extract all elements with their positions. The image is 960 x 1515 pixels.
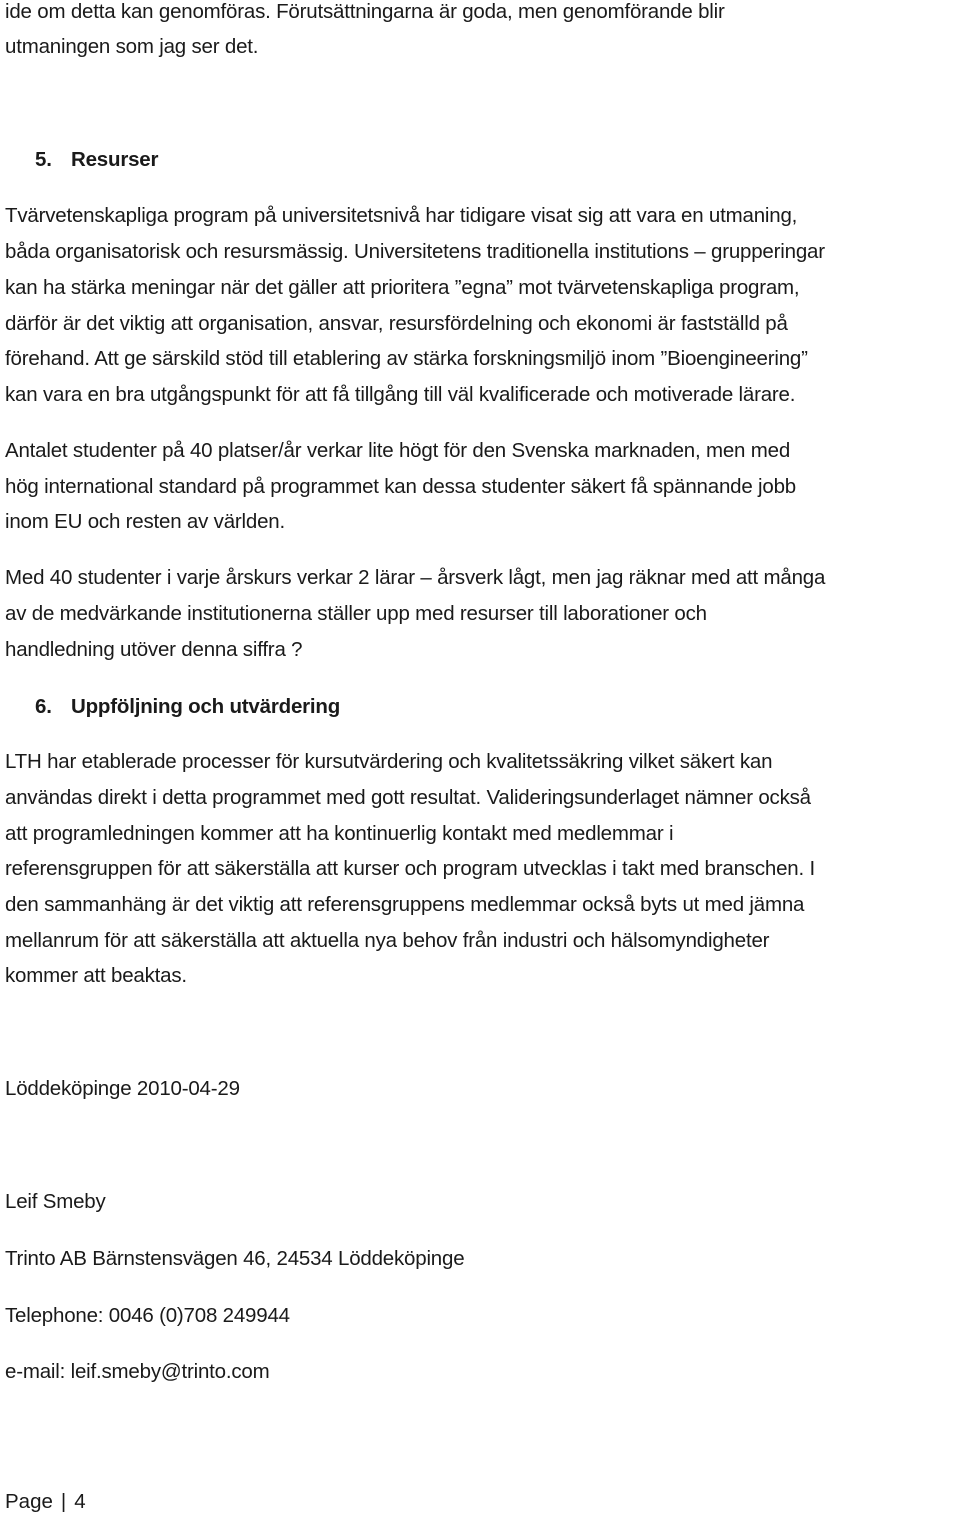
text-line: av de medvärkande institutionerna ställer upp med resurser till laborationer och (5, 602, 707, 625)
text-line: inom EU och resten av världen. (5, 510, 285, 533)
text-line: mellanrum för att säkerställa att aktuella nya behov från industri och hälsomyndigheter (5, 929, 770, 952)
text-line: därför är det viktig att organisation, ansvar, resursfördelning och ekonomi är fastställd på (5, 312, 788, 335)
signer-email: e-mail: leif.smeby@trinto.com (5, 1360, 270, 1383)
text-line: utmaningen som jag ser det. (5, 35, 259, 58)
page-label: Page (5, 1490, 53, 1513)
signer-telephone: Telephone: 0046 (0)708 249944 (5, 1304, 290, 1327)
text-line: Antalet studenter på 40 platser/år verkar lite högt för den Svenska marknaden, men med (5, 439, 791, 462)
section-title: Uppföljning och utvärdering (71, 695, 341, 718)
signer-name: Leif Smeby (5, 1190, 106, 1213)
section-number: 6. (35, 695, 52, 718)
text-line: kan vara en bra utgångspunkt för att få tillgång till väl kvalificerade och motiverade lärare. (5, 383, 796, 406)
text-line: referensgruppen för att säkerställa att kurser och program utvecklas i takt med branschen. I (5, 857, 815, 880)
text-line: förehand. Att ge särskild stöd till etablering av stärka forskningsmiljö inom ”Bioengineering” (5, 347, 808, 370)
text-line: båda organisatorisk och resursmässig. Universitetens traditionella institutions – grupperingar (5, 240, 825, 263)
text-line: Tvärvetenskapliga program på universitetsnivå har tidigare visat sig att vara en utmaning, (5, 204, 798, 227)
section-heading-resurser (5, 148, 158, 172)
place-date: Löddeköpinge 2010-04-29 (5, 1077, 240, 1100)
text-line: användas direkt i detta programmet med gott resultat. Valideringsunderlaget nämner också (5, 786, 811, 809)
page-separator: | (60, 1490, 67, 1513)
section-number: 5. (35, 148, 52, 171)
text-line: att programledningen kommer att ha kontinuerlig kontakt med medlemmar i (5, 822, 674, 845)
text-line: LTH har etablerade processer för kursutvärdering och kvalitetssäkring vilket säkert kan (5, 750, 773, 773)
text-line: den sammanhäng är det viktig att referensgruppens medlemmar också byts ut med jämna (5, 893, 805, 916)
section-title: Resurser (71, 148, 159, 171)
signer-address: Trinto AB Bärnstensvägen 46, 24534 Löddeköpinge (5, 1247, 465, 1270)
text-line: kommer att beaktas. (5, 964, 187, 987)
text-line: Med 40 studenter i varje årskurs verkar 2 lärar – årsverk lågt, men jag räknar med att många (5, 566, 826, 589)
text-line: kan ha stärka meningar när det gäller att prioritera ”egna” mot tvärvetenskapliga program, (5, 276, 800, 299)
section-heading-uppfoljning (5, 695, 340, 719)
page-footer (5, 1490, 86, 1514)
text-line: ide om detta kan genomföras. Förutsättningarna är goda, men genomförande blir (5, 0, 725, 23)
text-line: hög international standard på programmet kan dessa studenter säkert få spännande jobb (5, 475, 796, 498)
text-line: handledning utöver denna siffra ? (5, 638, 303, 661)
page-number: 4 (74, 1490, 86, 1513)
